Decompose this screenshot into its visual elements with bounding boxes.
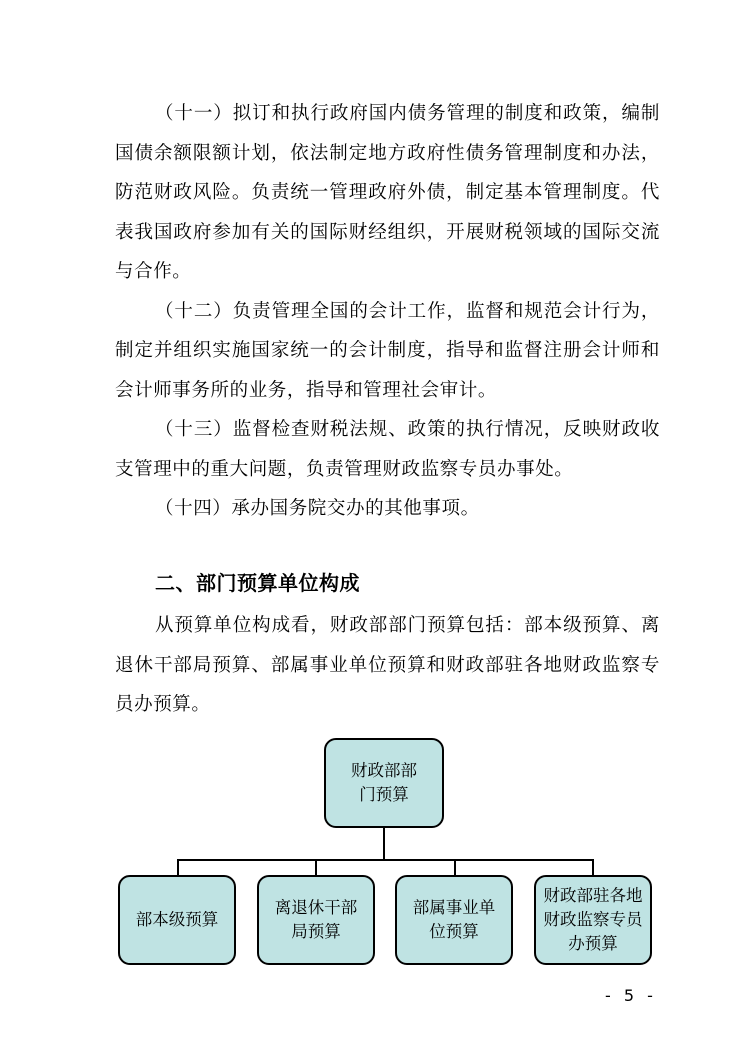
- org-child-node: 部属事业单位预算: [395, 875, 513, 965]
- paragraph-12: （十二）负责管理全国的会计工作，监督和规范会计行为，制定并组织实施国家统一的会计制度，指导和监督注册会计师和会计师事务所的业务，指导和管理社会审计。: [115, 300, 660, 401]
- org-child-node: 部本级预算: [118, 875, 236, 965]
- paragraph-14: （十四）承办国务院交办的其他事项。: [155, 498, 480, 519]
- connector-child-1: [177, 859, 179, 876]
- section-paragraph: 从预算单位构成看，财政部部门预算包括：部本级预算、离退休干部局预算、部属事业单位预算和财政部驻各地财政监察专员办预算。: [115, 615, 660, 715]
- connector-root-stem: [383, 828, 385, 860]
- connector-child-2: [315, 859, 317, 876]
- org-root-node: 财政部部门预算: [324, 738, 444, 828]
- paragraph-11: （十一）拟订和执行政府国内债务管理的制度和政策，编制国债余额限额计划，依法制定地方政府性债务管理制度和办法，防范财政风险。负责统一管理政府外债，制定基本管理制度。代表我国政府参加有关的国际财经组织，开展财税领域的国际交流与合作。: [115, 103, 660, 282]
- page-number: - 5 -: [605, 986, 657, 1005]
- section-heading: 二、部门预算单位构成: [155, 571, 360, 595]
- org-child-node: 财政部驻各地财政监察专员办预算: [534, 875, 652, 965]
- org-child-node: 离退休干部局预算: [257, 875, 375, 965]
- paragraph-13: （十三）监督检查财税法规、政策的执行情况，反映财政收支管理中的重大问题，负责管理财政监察专员办事处。: [115, 419, 660, 480]
- connector-child-3: [454, 859, 456, 876]
- connector-child-4: [592, 859, 594, 876]
- connector-horizontal-bar: [177, 859, 594, 861]
